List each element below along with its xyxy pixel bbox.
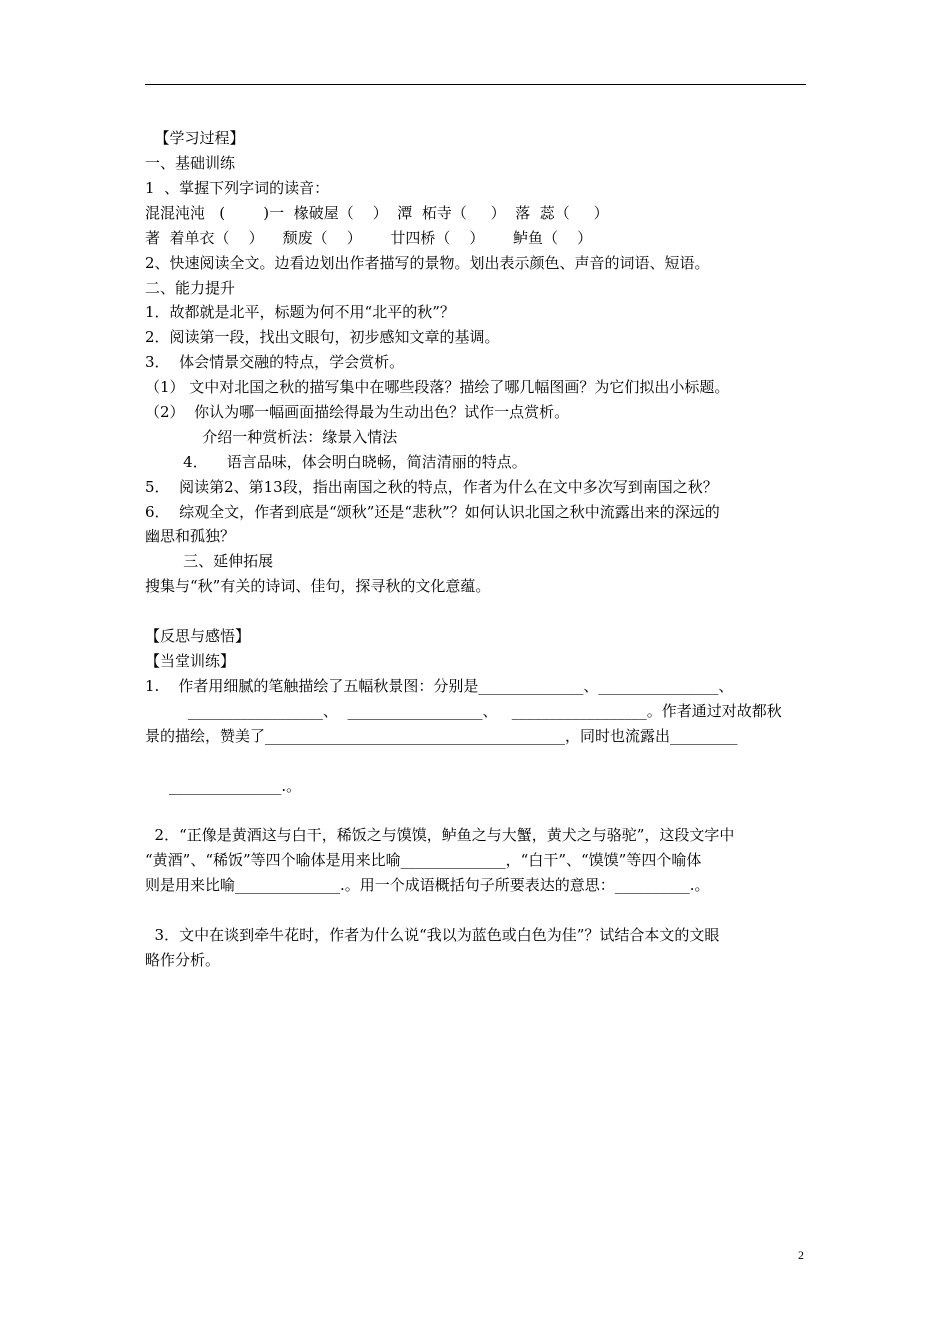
practice-question-1-end: _______________.。	[145, 777, 302, 795]
header-rule	[145, 84, 806, 85]
ability-question-4: 4． 语言品味，体会明白晓畅，简洁清丽的特点。	[145, 453, 527, 471]
heading-reflection: 【反思与感悟】	[145, 627, 251, 645]
pronunciation-row-2: 著 着单衣（ ） 颓废（ ） 廿四桥（ ） 鲈鱼（ ）	[145, 229, 593, 247]
ability-question-6: 6． 综观全文，作者到底是“颂秋”还是“悲秋”？如何认识北国之秋中流露出来的深远的	[145, 503, 720, 521]
practice-question-3: 3．文中在谈到牵牛花时，作者为什么说“我以为蓝色或白色为佳”？试结合本文的文眼	[145, 926, 720, 944]
sub-question-2: （2） 你认为哪一幅画面描绘得最为生动出色？试作一点赏析。	[145, 403, 570, 421]
ability-question-6-cont: 幽思和孤独？	[145, 527, 236, 545]
ability-question-3: 3． 体会情景交融的特点，学会赏析。	[145, 353, 405, 371]
heading-class-practice: 【当堂训练】	[145, 652, 236, 670]
pronunciation-row-1: 混混沌沌 ( )一 椽破屋（ ） 潭 柘寺（ ） 落 蕊（ ）	[145, 204, 609, 222]
method-note: 介绍一种赏析法：缘景入情法	[145, 428, 398, 446]
page-number: 2	[798, 1248, 804, 1262]
section-heading-learning-process: 【学习过程】	[145, 129, 245, 147]
practice-question-2: 2．“正像是黄酒这与白干，稀饭之与馍馍，鲈鱼之与大蟹，黄犬之与骆驼”，这段文字中	[145, 826, 735, 844]
sub-question-1: （1） 文中对北国之秋的描写集中在哪些段落？描绘了哪几幅图画？为它们拟出小标题。	[145, 378, 730, 396]
practice-question-1: 1. 作者用细腻的笔触描绘了五幅秋景图：分别是______________、________________、	[145, 677, 734, 695]
practice-question-3-cont: 略作分析。	[145, 951, 221, 969]
ability-question-5: 5． 阅读第2、第13段，指出南国之秋的特点，作者为什么在文中多次写到南国之秋？	[145, 478, 718, 496]
practice-question-1-cont: 景的描绘，赞美了________________________________________，同时也流露出_________	[145, 727, 738, 745]
question-2-reading: 2、快速阅读全文。边看边划出作者描写的景物。划出表示颜色、声音的词语、短语。	[145, 254, 710, 272]
question-1-pronunciation: 1 、掌握下列字词的读音：	[145, 179, 330, 197]
ability-question-1: 1．故都就是北平，标题为何不用“北平的秋”？	[145, 303, 455, 321]
heading-basic-training: 一、基础训练	[145, 154, 236, 172]
extension-task: 搜集与“秋”有关的诗词、佳句，探寻秋的文化意蕴。	[145, 577, 491, 595]
practice-question-1-blanks: __________________、 __________________、 __________________。作者通过对故都秋	[145, 702, 782, 720]
practice-question-2-line3: 则是用来比喻______________.。用一个成语概括句子所要表达的意思：__________.。	[145, 876, 710, 894]
practice-question-2-line2: “黄酒”、“稀饭”等四个喻体是用来比喻______________，“白干”、“馍馍”等四个喻体	[145, 851, 702, 869]
heading-ability-improvement: 二、能力提升	[145, 279, 236, 297]
heading-extension: 三、延伸拓展	[145, 552, 274, 570]
ability-question-2: 2．阅读第一段，找出文眼句，初步感知文章的基调。	[145, 328, 500, 346]
